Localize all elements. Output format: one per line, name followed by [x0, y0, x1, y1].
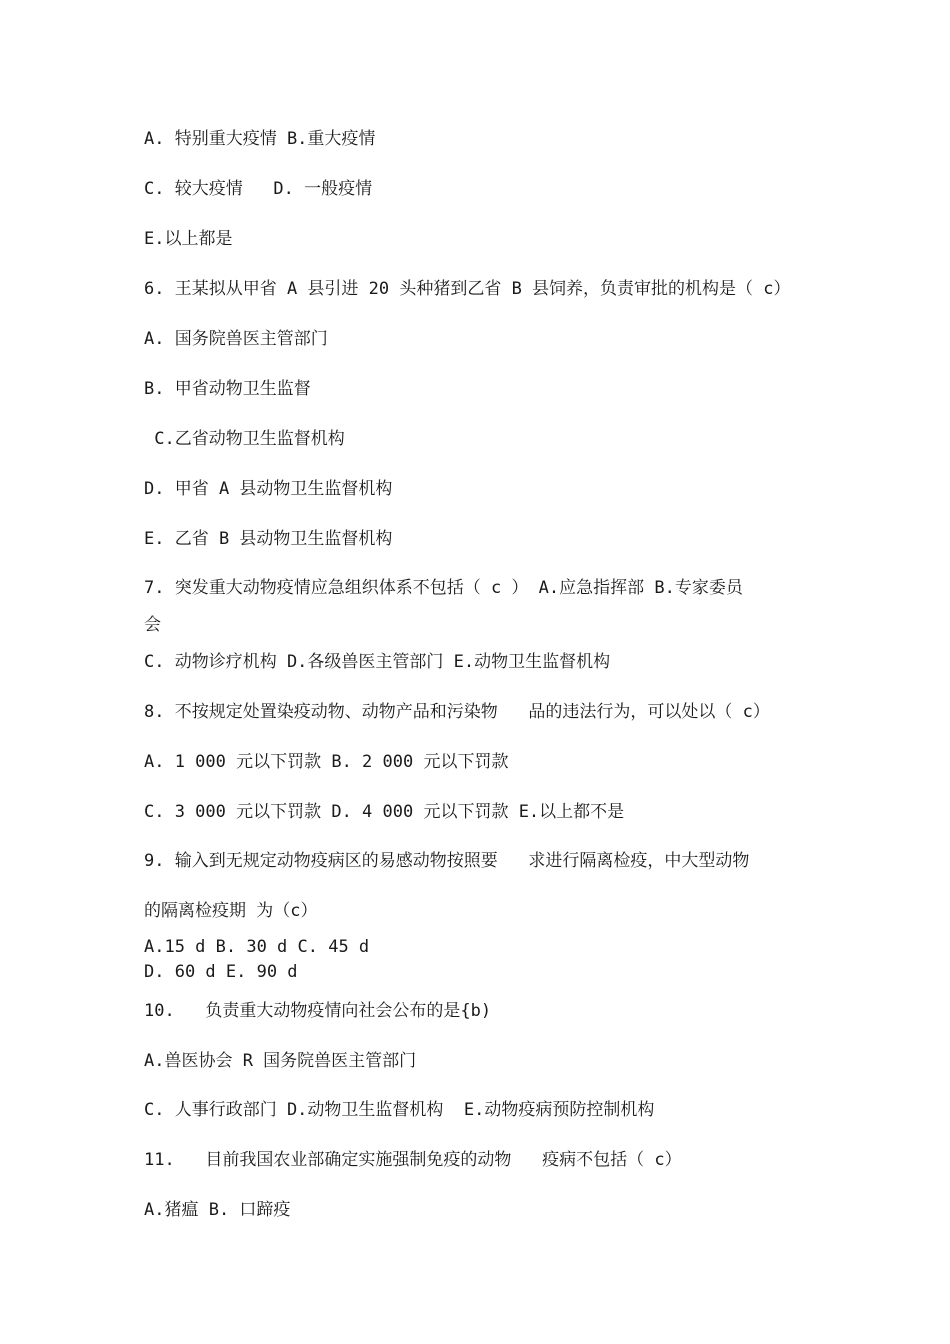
question-11: 11. 目前我国农业部确定实施强制免疫的动物 疫病不包括（ c） [144, 1150, 682, 1170]
option-line: D. 甲省 A 县动物卫生监督机构 [144, 479, 393, 499]
question-10: 10. 负责重大动物疫情向社会公布的是{b) [144, 1001, 492, 1021]
question-7: 7. 突发重大动物疫情应急组织体系不包括（ c ） A.应急指挥部 B.专家委员 [144, 578, 743, 598]
option-line: C. 人事行政部门 D.动物卫生监督机构 E.动物疫病预防控制机构 [144, 1100, 655, 1120]
option-line: C. 3 000 元以下罚款 D. 4 000 元以下罚款 E.以上都不是 [144, 802, 625, 822]
question-8: 8. 不按规定处置染疫动物、动物产品和污染物 品的违法行为，可以处以（ c） [144, 702, 770, 722]
option-line: A. 特别重大疫情 B.重大疫情 [144, 129, 376, 149]
option-line: A.15 d B. 30 d C. 45 d [144, 937, 370, 957]
option-line: A. 国务院兽医主管部门 [144, 329, 328, 349]
question-9-continuation: 的隔离检疫期 为（c） [144, 901, 318, 921]
option-line: A. 1 000 元以下罚款 B. 2 000 元以下罚款 [144, 752, 509, 772]
option-line: C.乙省动物卫生监督机构 [144, 429, 345, 449]
option-line: E.以上都是 [144, 229, 233, 249]
option-line: C. 动物诊疗机构 D.各级兽医主管部门 E.动物卫生监督机构 [144, 652, 611, 672]
option-line: A.兽医协会 R 国务院兽医主管部门 [144, 1051, 417, 1071]
option-line: A.猪瘟 B. 口蹄疫 [144, 1200, 291, 1220]
option-line: B. 甲省动物卫生监督 [144, 379, 311, 399]
question-6: 6. 王某拟从甲省 A 县引进 20 头种猪到乙省 B 县饲养，负责审批的机构是（ c） [144, 279, 791, 299]
option-line: D. 60 d E. 90 d [144, 962, 298, 982]
question-7-continuation: 会 [144, 615, 161, 635]
option-line: C. 较大疫情 D. 一般疫情 [144, 179, 373, 199]
question-9: 9. 输入到无规定动物疫病区的易感动物按照要 求进行隔离检疫，中大型动物 [144, 851, 750, 871]
option-line: E. 乙省 B 县动物卫生监督机构 [144, 529, 393, 549]
